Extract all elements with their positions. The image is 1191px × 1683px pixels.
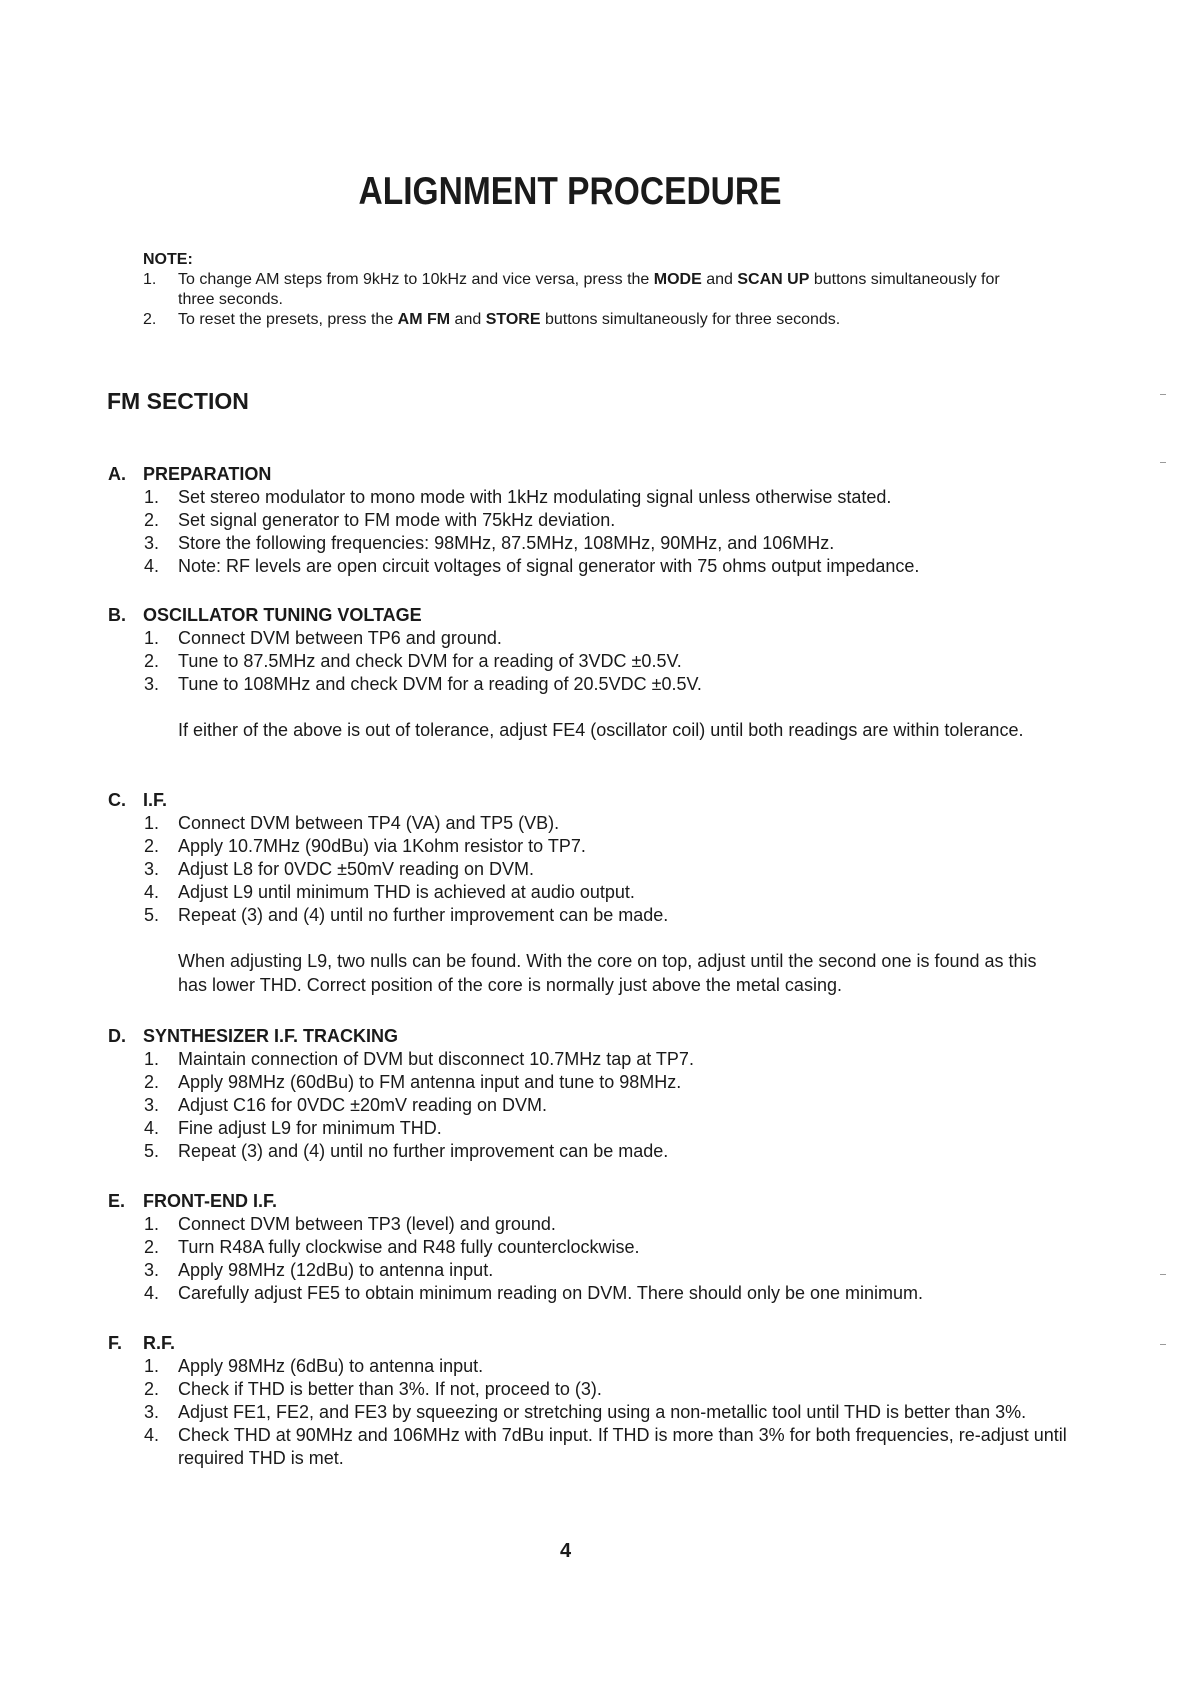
- step-text: Fine adjust L9 for minimum THD.: [178, 1118, 442, 1138]
- subsection-heading: [108, 788, 1068, 812]
- subsection-title: SYNTHESIZER I.F. TRACKING: [143, 1026, 399, 1046]
- step-list: [108, 1048, 1068, 1163]
- subsection-letter: C.: [108, 790, 126, 810]
- subsection-letter: D.: [108, 1026, 126, 1046]
- step-text: Check THD at 90MHz and 106MHz with 7dBu input. If THD is more than 3% for both frequencies, re-adjust until required THD is met.: [178, 1425, 1067, 1468]
- subsection-oscillator-tuning-voltage: [108, 603, 1068, 742]
- page-title: ALIGNMENT PROCEDURE: [358, 170, 782, 213]
- step-number: 4.: [144, 1118, 160, 1138]
- subsection-heading: [108, 1331, 1068, 1355]
- step-number: 1.: [144, 628, 160, 648]
- step-item: [108, 673, 1068, 696]
- step-text: Set signal generator to FM mode with 75kHz deviation.: [178, 510, 616, 530]
- step-text: Tune to 108MHz and check DVM for a reading of 20.5VDC ±0.5V.: [178, 674, 702, 694]
- step-item: [108, 904, 1068, 927]
- page-number: 4: [560, 1540, 572, 1562]
- step-item: [108, 532, 1068, 555]
- note-item: [143, 270, 1003, 310]
- step-number: 1.: [144, 1214, 160, 1234]
- subsection-front-end-if: [108, 1189, 1068, 1305]
- subsection-heading: [108, 462, 1068, 486]
- step-item: [108, 1213, 1068, 1236]
- step-number: 2.: [144, 1379, 160, 1399]
- step-item: [108, 1140, 1068, 1163]
- step-item: [108, 1355, 1068, 1378]
- step-number: 1.: [144, 487, 160, 507]
- step-item: [108, 881, 1068, 904]
- step-item: [108, 627, 1068, 650]
- step-number: 2.: [144, 651, 160, 671]
- scan-mark: [1160, 462, 1166, 463]
- step-item: [108, 835, 1068, 858]
- step-text: Adjust FE1, FE2, and FE3 by squeezing or stretching using a non-metallic tool until THD is better than 3%.: [178, 1402, 1027, 1422]
- subsection-heading: [108, 1189, 1068, 1213]
- step-list: [108, 627, 1068, 696]
- mode-button-name: MODE: [653, 271, 702, 288]
- step-number: 3.: [144, 674, 160, 694]
- step-text: Connect DVM between TP6 and ground.: [178, 628, 502, 648]
- subsection-heading: [108, 603, 1068, 627]
- step-list: [108, 486, 1068, 578]
- step-number: 3.: [144, 533, 160, 553]
- step-text: Repeat (3) and (4) until no further improvement can be made.: [178, 1141, 669, 1161]
- step-number: 1.: [144, 813, 160, 833]
- subsection-letter: A.: [108, 464, 126, 484]
- step-number: 4.: [144, 1283, 160, 1303]
- step-number: 2.: [144, 1237, 160, 1257]
- step-number: 5.: [144, 905, 160, 925]
- note-heading: NOTE:: [143, 251, 193, 268]
- step-text: Adjust L9 until minimum THD is achieved at audio output.: [178, 882, 635, 902]
- step-number: 1.: [144, 1049, 160, 1069]
- step-item: [108, 1117, 1068, 1140]
- step-item: [108, 1236, 1068, 1259]
- step-text: Store the following frequencies: 98MHz, 87.5MHz, 108MHz, 90MHz, and 106MHz.: [178, 533, 835, 553]
- step-number: 4.: [144, 882, 160, 902]
- note-text: buttons simultaneously for three seconds.: [178, 271, 1000, 308]
- note-item: [143, 310, 1003, 330]
- step-text: Adjust L8 for 0VDC ±50mV reading on DVM.: [178, 859, 535, 879]
- step-text: Apply 98MHz (60dBu) to FM antenna input and tune to 98MHz.: [178, 1072, 682, 1092]
- step-text: Turn R48A fully clockwise and R48 fully counterclockwise.: [178, 1237, 640, 1257]
- step-item: [108, 1424, 1068, 1470]
- step-number: 3.: [144, 1095, 160, 1115]
- step-text: Set stereo modulator to mono mode with 1kHz modulating signal unless otherwise stated.: [178, 487, 892, 507]
- scan-mark: [1160, 1274, 1166, 1275]
- step-number: 3.: [144, 859, 160, 879]
- subsection-rf: [108, 1331, 1068, 1470]
- step-item: [108, 1378, 1068, 1401]
- step-text: Maintain connection of DVM but disconnect 10.7MHz tap at TP7.: [178, 1049, 694, 1069]
- note-text: To reset the presets, press the: [178, 311, 398, 328]
- note-item-number: 1.: [143, 271, 157, 288]
- step-text: Apply 10.7MHz (90dBu) via 1Kohm resistor to TP7.: [178, 836, 586, 856]
- step-text: Repeat (3) and (4) until no further improvement can be made.: [178, 905, 669, 925]
- step-text: Apply 98MHz (6dBu) to antenna input.: [178, 1356, 484, 1376]
- step-item: [108, 650, 1068, 673]
- step-text: Connect DVM between TP4 (VA) and TP5 (VB).: [178, 813, 560, 833]
- note-item-number: 2.: [143, 311, 157, 328]
- step-item: [108, 1048, 1068, 1071]
- subsection-letter: E.: [108, 1191, 126, 1211]
- step-number: 3.: [144, 1260, 160, 1280]
- step-item: [108, 1259, 1068, 1282]
- step-number: 3.: [144, 1402, 160, 1422]
- section-heading: FM SECTION: [107, 388, 249, 414]
- am-fm-button-name: AM FM: [397, 311, 451, 328]
- scan-up-button-name: SCAN UP: [737, 271, 810, 288]
- subsection-heading: [108, 1024, 1068, 1048]
- step-number: 2.: [144, 510, 160, 530]
- step-text: Check if THD is better than 3%. If not, proceed to (3).: [178, 1379, 602, 1399]
- step-number: 5.: [144, 1141, 160, 1161]
- step-item: [108, 858, 1068, 881]
- step-text: Connect DVM between TP3 (level) and ground.: [178, 1214, 556, 1234]
- step-text: Tune to 87.5MHz and check DVM for a reading of 3VDC ±0.5V.: [178, 651, 682, 671]
- step-item: [108, 1094, 1068, 1117]
- store-button-name: STORE: [485, 311, 541, 328]
- note-text: buttons simultaneously for three seconds.: [540, 311, 841, 328]
- scan-mark: [1160, 1344, 1166, 1345]
- adjustment-note: When adjusting L9, two nulls can be found. With the core on top, adjust until the second one is found as this has lower THD. Correct position of the core is normally just above the metal casing.: [178, 951, 1037, 995]
- note-text: To change AM steps from 9kHz to 10kHz and vice versa, press the: [178, 271, 654, 288]
- step-number: 1.: [144, 1356, 160, 1376]
- note-text: and: [701, 271, 738, 288]
- step-list: [108, 1355, 1068, 1470]
- step-item: [108, 1282, 1068, 1305]
- step-number: 2.: [144, 1072, 160, 1092]
- step-item: [108, 486, 1068, 509]
- step-number: 2.: [144, 836, 160, 856]
- step-number: 4.: [144, 1425, 160, 1445]
- tolerance-note: If either of the above is out of tolerance, adjust FE4 (oscillator coil) until both readings are within tolerance.: [178, 720, 1024, 740]
- step-text: Apply 98MHz (12dBu) to antenna input.: [178, 1260, 494, 1280]
- subsection-letter: F.: [108, 1333, 123, 1353]
- note-text: and: [450, 311, 486, 328]
- subsection-title: OSCILLATOR TUNING VOLTAGE: [143, 605, 422, 625]
- step-item: [108, 812, 1068, 835]
- subsection-title: R.F.: [143, 1333, 176, 1353]
- subsection-letter: B.: [108, 605, 126, 625]
- step-item: [108, 555, 1068, 578]
- subsection-title: PREPARATION: [143, 464, 272, 484]
- note-block: [143, 250, 1003, 330]
- step-text: Adjust C16 for 0VDC ±20mV reading on DVM.: [178, 1095, 548, 1115]
- step-text: Note: RF levels are open circuit voltages of signal generator with 75 ohms output impedance.: [178, 556, 920, 576]
- step-list: [108, 1213, 1068, 1305]
- subsection-preparation: [108, 462, 1068, 578]
- step-item: [108, 1401, 1068, 1424]
- scan-mark: [1160, 394, 1166, 395]
- step-number: 4.: [144, 556, 160, 576]
- step-item: [108, 1071, 1068, 1094]
- subsection-if: [108, 788, 1068, 997]
- step-list: [108, 812, 1068, 927]
- subsection-synthesizer-if-tracking: [108, 1024, 1068, 1163]
- step-text: Carefully adjust FE5 to obtain minimum reading on DVM. There should only be one minimum.: [178, 1283, 924, 1303]
- subsection-title: FRONT-END I.F.: [143, 1191, 277, 1211]
- subsection-title: I.F.: [143, 790, 168, 810]
- step-item: [108, 509, 1068, 532]
